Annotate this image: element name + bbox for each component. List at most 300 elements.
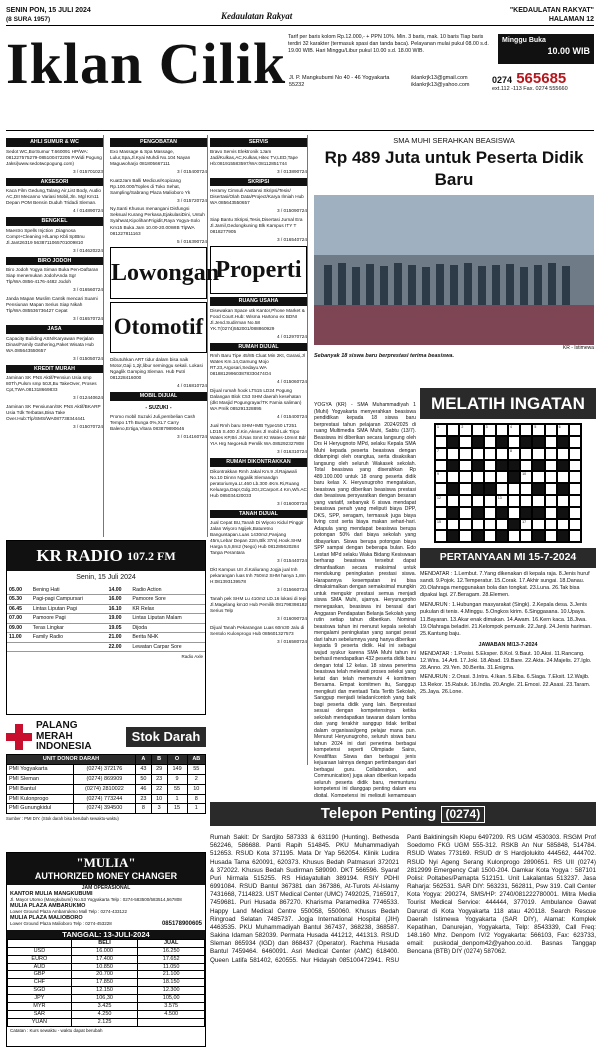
classified-ad: Dikontrakkan Rmh Jakal Km.9 Jl.Rajawali No.10 Dinnn Nggalik Slemandgn peratoriumya.Lt.460 Lb.300 4Km.Ri,Ruang Keluarga,Dapr,Gdg.2Gr,2Carport.4 Km,Wh.AC Hub 085034420033	[210, 468, 307, 498]
pmi-title-line-1: PALANG	[36, 720, 78, 732]
buy-rate: 20.700	[71, 971, 138, 979]
crossword-cell[interactable]	[508, 448, 520, 460]
clue-number: 3	[485, 425, 488, 430]
stock-count: 8	[136, 804, 152, 814]
program-time: 09.00	[7, 623, 31, 633]
crossword-cell[interactable]	[435, 448, 447, 460]
classified-column-2	[110, 135, 220, 537]
phone-number: 565685	[516, 70, 567, 87]
ad-code: 5 / 016390724	[177, 238, 207, 244]
crossword-cell[interactable]	[435, 519, 447, 531]
classified-ad: Ny.Santi Khusus menangani Disfungsi Seksual Kurang Perkasa,EjakulasiDini, Untuh Syahwat,KipolihanFrigidit,Raya Yogya-Solo Km15 Buka Jam 10.00-20.00WIB TlpWA 081227811163	[110, 206, 205, 236]
crossword-cell[interactable]	[545, 495, 557, 507]
stock-count: 50	[136, 774, 152, 784]
classified-column-1	[6, 135, 104, 537]
sunday-open-badge	[498, 34, 594, 64]
branch-2-name: MULIA PLAZA AMBARUKMO	[10, 902, 86, 909]
otomotif-banner: Otomotif	[110, 302, 207, 353]
newspaper-logo: Kedaulatan Rakyat	[221, 11, 293, 21]
buy-rate: 17.400	[71, 955, 138, 963]
crossword-black-cell	[496, 507, 508, 519]
crossword-cell[interactable]	[435, 436, 447, 448]
ad-code: 4 / 014890724	[73, 208, 103, 214]
crossword-cell[interactable]	[545, 460, 557, 472]
ad-rate-info: Tarif per baris kolom Rp.12.000,- + PPN 10%. Min. 3 baris, mak. 10 baris Tiap baris terdiri 32 karakter (termasuk spasi dan tanda baca). Pelayanan mulai pukul 08.00 s.d. 19.00 WIB. Hari Minggu/Libur pukul 10.00 s.d. 18.00 WIB.	[288, 34, 489, 55]
crossword-cell[interactable]	[459, 460, 471, 472]
issue-date: SENIN PON, 15 JULI 2024	[6, 7, 91, 14]
crossword-cell[interactable]	[459, 530, 471, 542]
crossword-cell[interactable]	[459, 483, 471, 495]
unit-column-header: UNIT DONOR DARAH	[7, 755, 136, 765]
crossword-cell[interactable]	[447, 495, 459, 507]
crossword-cell[interactable]	[545, 471, 557, 483]
stock-count: 1	[167, 794, 187, 804]
crossword-cell[interactable]	[447, 471, 459, 483]
classified-ad: Dijual rumah hook LT515 LD24 Pogung Dalangan Blok C53 SHM daerah kesehatan (dkt Masjid Pogungrayar/TK Famia saliman) WA Pmlk 085291328895	[210, 388, 302, 412]
radio-date: Senin, 15 Juli 2024	[76, 574, 136, 581]
pmi-title-line-3: INDONESIA	[36, 741, 92, 753]
buy-rate: 10.850	[71, 963, 138, 971]
ad-code: 3 / 016310724	[277, 449, 307, 455]
crossword-cell[interactable]	[484, 460, 496, 472]
crossword-cell[interactable]	[520, 519, 532, 531]
crossword-cell[interactable]	[520, 483, 532, 495]
crossword-cell[interactable]	[508, 424, 520, 436]
email-2[interactable]: iklankrjk13@yahoo.com	[411, 82, 470, 89]
branch-3-name: MULIA PLAZA MALIOBORO	[10, 914, 83, 921]
email-1[interactable]: iklankrjk13@gmail.com	[411, 75, 468, 81]
answers-title: JAWABAN MI13-7-2024	[478, 641, 538, 648]
crossword-cell[interactable]	[545, 424, 557, 436]
crossword-cell[interactable]	[435, 530, 447, 542]
blood-type-header: B	[151, 755, 167, 765]
crossword-cell[interactable]	[496, 448, 508, 460]
program-name: Berita NHK	[130, 633, 205, 643]
rate-row	[8, 1010, 205, 1018]
rate-column-header	[8, 939, 72, 947]
crossword-cell[interactable]	[484, 436, 496, 448]
stock-count: 55	[167, 784, 187, 794]
ad-code: 3 / 015701023	[73, 168, 103, 174]
blood-type-header: A	[136, 755, 152, 765]
crossword-black-cell	[496, 436, 508, 448]
crossword-cell[interactable]	[520, 460, 532, 472]
crossword-cell[interactable]	[496, 471, 508, 483]
clue-number: 5	[534, 425, 537, 430]
crossword-cell[interactable]	[459, 471, 471, 483]
stock-count: 10	[151, 794, 167, 804]
rate-row	[8, 995, 205, 1003]
stock-count: 149	[167, 764, 187, 774]
program-time: 19.05	[107, 623, 131, 633]
blood-type-header: O	[167, 755, 187, 765]
crossword-cell[interactable]	[569, 495, 581, 507]
category-header: SKRIPSI	[210, 178, 307, 187]
clue-number: 1	[437, 425, 439, 430]
crossword-cell[interactable]	[459, 436, 471, 448]
crossword-black-cell	[447, 436, 459, 448]
crossword-puzzle	[420, 388, 596, 554]
program-time: 06.45	[7, 604, 31, 614]
program-time	[7, 642, 31, 652]
classified-column-3	[210, 135, 308, 765]
clues-title: PERTANYAAN MI 15-7-2024	[420, 548, 596, 568]
clue-number: 12	[437, 496, 441, 501]
clue-number: 9	[437, 472, 439, 477]
crossword-cell[interactable]	[569, 424, 581, 436]
classified-ad: Dijual Tanah Pekarangan Luas 60m30 Jalu di Sentolo Kulonprogo Hub 085601327573	[210, 624, 305, 636]
radio-program-row	[7, 633, 205, 643]
crossword-cell[interactable]	[472, 424, 484, 436]
crossword-black-cell	[447, 530, 459, 542]
crossword-cell[interactable]	[520, 530, 532, 542]
crossword-cell[interactable]	[557, 471, 569, 483]
crossword-cell[interactable]	[459, 519, 471, 531]
ad-code: 3 / 016560724	[73, 287, 103, 293]
ad-code: 3 / 015400724	[177, 168, 207, 174]
branch-2-address: Lower Ground Plaza Ambarrukmo Mall Telp : 0274-433122	[10, 909, 127, 915]
crossword-cell[interactable]	[520, 424, 532, 436]
crossword-cell[interactable]	[459, 495, 471, 507]
crossword-cell[interactable]	[508, 530, 520, 542]
ad-code: 3 / 015660724	[277, 587, 307, 593]
stock-count: 2	[187, 774, 205, 784]
stock-count: 46	[136, 784, 152, 794]
crossword-cell[interactable]	[459, 507, 471, 519]
crossword-black-cell	[520, 436, 532, 448]
unit-name: PMI Bantul	[7, 784, 74, 794]
classified-ad: Sedot WC,BorSumur T.660091 HP/WA: 081227575279-085100472205 P.Widi Pogung Jaksi(www.sedotwcpogung.com)	[6, 148, 102, 166]
article-headline: Rp 489 Juta untuk Peserta Didik Baru	[324, 148, 584, 189]
category-header: MOBIL DIJUAL	[110, 392, 207, 401]
classified-ad: Jaminan SK Pensiunan/SK PNS Aktif/BKARP Usia Tdk Terbatas,Bisa Take Over.Hub:Tlp/SMS/WA087738344441	[6, 404, 101, 422]
radio-program-table	[7, 586, 205, 653]
crossword-cell[interactable]	[569, 471, 581, 483]
classified-ad: Jual Rmh baru SHM+IMB Type150 LT251 LD15 S.400 Jl.Kin,Akses Jl mobil Lok Tirpo Wates KP,Bri Jl.Nas Smrt Kt Wates-10mnt Bdr YIA Hrg NegoHub Pemlik WA.085292327808	[210, 423, 306, 447]
sell-rate: 17.652	[138, 955, 205, 963]
ad-code: 3 / 015090724	[277, 208, 307, 214]
category-header: PENGOBATAN	[110, 138, 207, 147]
crossword-cell[interactable]	[508, 436, 520, 448]
pmi-title-line-2: MERAH	[36, 730, 73, 742]
sell-rate: 21.100	[138, 971, 205, 979]
crossword-cell[interactable]	[557, 424, 569, 436]
program-name: Lintas Liputan Malam	[130, 614, 205, 624]
clue-number: 10	[522, 472, 527, 477]
currency-code: SGD	[8, 987, 72, 995]
branch-1-name: KANTOR MULIA MANGKUBUMI	[10, 890, 93, 897]
crossword-cell[interactable]	[484, 507, 496, 519]
crossword-cell[interactable]	[435, 424, 447, 436]
unit-name: PMI Yogyakarta	[7, 764, 74, 774]
crossword-cell[interactable]	[557, 448, 569, 460]
stock-count: 22	[151, 784, 167, 794]
clue-number: 15	[437, 519, 441, 524]
stock-count: 55	[187, 764, 205, 774]
blood-stock-row	[7, 784, 206, 794]
crossword-cell[interactable]	[435, 483, 447, 495]
crossword-cell[interactable]	[472, 519, 484, 531]
crossword-cell[interactable]	[472, 448, 484, 460]
article-body: YOGYA (KR) - SMA Muhammadiyah 1 (Muhi) Yogyakarta menyerahkan beasiswa pendidikan kepada 18 siswa baru berprestasi tahun pelajaran 2024/2025 di ruang Multimedia SMA Muhi, Sabtu (13/7). Beasiswa ini diberikan secara langsung oleh Drs H Heryugnoto MPd, selaku Kepala SMA Muhi kepada peserta beasiswa dengan didampingi oleh orangtua, serta disaksikan langsung oleh seluruh Wakasek sekolah. Total beasiswa yang diserahkan Rp 489.100.000 untuk 18 orang peserta didik baru kelas X. Heryunugroho mengatakan, beasiswa yang diberikan beasiswa prestasi dan beasiswa persyaratkan dengan besaran yang variatif, sebanyak 6 siswa mendapat beasiswa penuh yang meliputi biaya DPP, DKS, SPP, seragam, termasuk juga biaya living cost serta biaya makan sehari-hari. Adapula yang mendapat beasiswa berupa potongan 50% dari biaya sekolah yang dibayarkan. Siswa berupa potongan biaya SPP sampai dengan beberapa bulan. Edo Lestari MPd selaku Waka Bidang Kesiswaan berharap beasiswa tersebut dapat dimanfaatkan secara maksimal untuk mendukung peningkatan prestasi siswa. Harapannya kesempatan ini bisa dimaksimalkan dengan semaksimal mungkin untuk mengukir prestasi semua menjadi siswa SMA Muhi, ujarnya. Heryunugroho menegaskan, beasiswa ini berasal dari Anggaran Pendapatan Belanja Sekolah yang rutin setiap tahun diberikan. Nominal beasiswa tahun ini menurut kepala sekolah mengalami peningkatan yang sangat pesat dari tahun sebelumnya yang hanya diberikan kepada 9 peserta didik. Hal ini sebagai wujud syukur karena SMA Muhi tahun ini berhasil mendapatkan 432 peserta didik baru dengan total 12 kelas. 18 siswa penerima beasiswa telah melewati proses seleksi yang ketat dan telah memenuhi 4 komitmen Bersama. Empat komitmen itu, Sanggup mengikuti dan mentaati Tata Tertib Sekolah, Sanggup menjadi teladan/contoh yang baik bagi peserta didik yang lain. Berprestasi sesuai dengan kompetensinya ketika sekolah mendapatkan tawaran dalam lomba dan yang terakhir sanggup tidak terlibat dalam organisasi/geng pelajar mana pun. Menurut Heryunugroho, seluruh siswa baru tahun 2024 ini dari penerima berbagai kompetensi seperti Olimpiade Sains, Kreatifitas Siswa dan berbagai jenis kejuaraan lainnya dengan pertimbangan dari berbagai guru. Collaboration, and Communication) juga akan diberikan kepada seluruh peserta didik baru, memuntunu kompetensi ini dianggap penting dalam era digital. Kompetensi ini meliputi kemampuan	[314, 402, 416, 797]
unit-name: PMI Gunungkidul	[7, 804, 74, 814]
crossword-cell[interactable]	[496, 424, 508, 436]
crossword-cell[interactable]	[545, 448, 557, 460]
stock-count: 3	[151, 804, 167, 814]
crossword-cell[interactable]	[508, 483, 520, 495]
operating-hours-label: JAM OPERASIONAL	[81, 884, 131, 891]
crossword-cell[interactable]	[459, 448, 471, 460]
ad-code: 4 / 012970724	[277, 333, 307, 339]
ad-code: 4 / 015400724	[277, 414, 307, 420]
program-time: 22.00	[107, 642, 131, 652]
clue-number: 6	[558, 425, 561, 430]
classified-ad: Rmh Baru Tipe 45/85 Cluat Min 2Kt, Garasi,Jl Wates Km.14,Gamung Mojo RT.23,Argosari,Sedayu.WA 081881299603878330474O4	[210, 353, 305, 377]
ad-code: 3 / 013890724	[277, 168, 307, 174]
currency-code: EURO	[8, 955, 72, 963]
rate-footnote: Catatan : Kurs sewaktu - waktu dapat berubah	[10, 1027, 103, 1033]
crossword-cell[interactable]	[508, 495, 520, 507]
radio-program-row	[7, 595, 205, 605]
stock-count: 23	[136, 794, 152, 804]
crossword-black-cell	[508, 471, 520, 483]
crossword-cell[interactable]	[508, 507, 520, 519]
blood-stock-row	[7, 794, 206, 804]
program-name: Pamoore Pagi	[31, 614, 107, 624]
crossword-cell[interactable]	[484, 495, 496, 507]
classified-ad: Dibutuhkan ART tidur dalam bisa naik Motor,Gaji 1,2jt,libur seminggu sekali. Lokasi Ngaglik Gamping Sleman. Hub Putri 081228416000	[110, 357, 203, 381]
unit-phone: (0274) 773244	[73, 794, 135, 804]
crossword-cell[interactable]	[484, 448, 496, 460]
ad-code: 3 / 016540724	[277, 237, 307, 243]
crossword-cell[interactable]	[472, 471, 484, 483]
crossword-cell[interactable]	[484, 519, 496, 531]
sell-rate: 105,00	[138, 995, 205, 1003]
crossword-cell[interactable]	[472, 495, 484, 507]
crossword-cell[interactable]	[496, 495, 508, 507]
crossword-cell[interactable]	[532, 495, 544, 507]
crossword-black-cell	[472, 530, 484, 542]
crossword-black-cell	[532, 436, 544, 448]
buy-rate: 2.125	[71, 1018, 138, 1026]
exchange-rate-table	[7, 939, 205, 1027]
office-address: Jl. P. Mangkubumi No 40 - 46 Yogyakarta 55232	[289, 75, 390, 89]
crossword-cell[interactable]	[484, 424, 496, 436]
rate-row	[8, 979, 205, 987]
rate-column-header: JUAL	[138, 939, 205, 947]
classified-ad: Disewakan Space utk Kantor,Phone Market & Food Court.Hub: Wisma Hartono ex BDNI Jl.Jend.Sudirman No.58 YK.T(0274)552001/088860929	[210, 307, 305, 331]
program-time: 05.30	[7, 595, 31, 605]
program-time: 19.00	[107, 614, 131, 624]
properti-banner: Properti	[210, 246, 307, 294]
important-phones-list: Rumah Sakit: Dr Sardjito 587333 & 631190 (Hunting). Bethesda 562246, 586688. Panti Rapih 514845. PKU Muhammadiyah 512653. RSUD Kota 371195. Mata Dr Yap 562054. Klinik Ludira Husada Tama 620091, 620373. Khusus Bedah Patmasuri 372021 & 372022. Khusus Bedah Sudirman 589090. DKT 566596. Syaraf Puri Nirmala 515255. RS Hidayatullah 389194. RSIY PDHI 6991084. RSUD Bantul 367381 dan 367386, At-Turots Al-Islamy 7431668, 7114823. UST Medical Center (UMC) 7492025, 7165917, 7459681. Puri Husada 867270. Kharisma Paramedika 7746533. Happy Land Medical Centre 550058, 550060. Khusus Bedah Ringroad Selatan 7485737. Jogja International Hospital (JIH) 4463535. PKU Muhammadiyah Bantul 367437, 368238, 368587. Sakina Idaman 582039. Permata Husada 441212, 441313. RSUD Sleman 865934 (IGD) dan 868437 (Operator). Rachma Husada Bantul 7459464. 6460091. Asri Medical Center (AMC) 618400. Queen Latifa 581402, 620555. Nur Hidayah 085100472941. RSU Panti Baktiningsih Klepu 6497209. RS UGM 4530303. RSGM Prof Soedomo FKG UGM 555-312. RSKB An Nur 585848, 514784. RSUD Wates 773169. RSUD dr S Hardjolukito 444562, 444702. RSUD Nyi Ageng Serang Kulonprogo 2890651. RS UII (0274) 2812999 Emergency Call 1500-204. Damkar Kota Yogya : 587101 Polisi: Poltabes/Pamapta 512151. Unit Lakalantas 513237. Jasa Raharja: 562531. SAR DIY: 563231, 562811, Psw 319. Call Center Kota Yogya: 290274, SMS/HP: 2740/081222780001. Mitra Media Tourist Medical Service: 444444, 377019. Ambulance Gawat Darurat di Kota Yogyakarta 118 atau 420118. Search Rescue Daerah Istimewa Yogyakarta (SAR DIY), Alamat: Komplek Kepatihan, Danurejan, Yogyakarta, Telp: 8543339, Call Freq: 148.160 Mhz. Denpom IV/2 Yogyakarta: 566103, Fax: 623733, email: puskodal_denpom42@yahoo.co.id. Basnas Tanggap Bencana (BTB) DIY (0274) 587062.	[210, 834, 596, 964]
ad-code: 3 / 015070724	[73, 424, 103, 430]
currency-code: GBP	[8, 971, 72, 979]
crossword-cell[interactable]	[545, 436, 557, 448]
crossword-cell[interactable]	[569, 530, 581, 542]
crossword-black-cell	[472, 460, 484, 472]
crossword-black-cell	[496, 460, 508, 472]
classified-ad: Kuat2Jam Balli Medicus/Kopicang Rp.100.000/Toples di Toko Sehat, Sampling/Sabrang Plaza Malioboro Yk	[110, 177, 191, 195]
category-header: SERVIS	[210, 138, 307, 147]
crossword-cell[interactable]	[532, 424, 544, 436]
blood-stock-header-row	[7, 755, 206, 765]
category-header: AKSESORI	[6, 178, 103, 187]
crossword-cell[interactable]	[569, 448, 581, 460]
pmi-source-note: Sumber : PMI DIY. (Stok darah bisa berubah sewaktu-waktu)	[6, 816, 119, 822]
clue-number: 17	[522, 519, 527, 524]
radio-frequency: 107.2 FM	[127, 548, 176, 563]
crossword-black-cell	[508, 460, 520, 472]
crossword-cell[interactable]	[447, 448, 459, 460]
crossword-black-cell	[557, 460, 569, 472]
currency-code: MYR	[8, 1002, 72, 1010]
program-time: 11.00	[7, 633, 31, 643]
crossword-black-cell	[472, 507, 484, 519]
unit-name: PMI Sleman	[7, 774, 74, 784]
stock-count: 1	[187, 804, 205, 814]
unit-phone: (0274) 869909	[73, 774, 135, 784]
crossword-cell[interactable]	[545, 519, 557, 531]
students-photo-graphic	[314, 195, 594, 345]
crossword-cell[interactable]	[557, 519, 569, 531]
crossword-cell[interactable]	[569, 483, 581, 495]
crossword-cell[interactable]	[459, 424, 471, 436]
crossword-black-cell	[472, 483, 484, 495]
category-header: BIRO JODOH	[6, 257, 103, 266]
radio-name: KR RADIO	[36, 546, 123, 566]
stock-count: 23	[151, 774, 167, 784]
important-phones-header	[210, 802, 596, 826]
sunday-open-time: 10.00 WIB	[547, 45, 590, 56]
classified-ad: Jual Cepat BU,Tanah Di Wiyoro Kidul Pinggir Jalan Wiyoro Ngijek,Baturetno Banguntapan.Luas 1430m2,Panjang 45m,Lebar Depan 22m,Blk 37m|.Hook.SHM Harga 5,5,8m2 (Nego) Hub 081285620284 Tanpa Perantara	[210, 520, 304, 556]
ad-code: 4 / 016810724	[177, 383, 207, 389]
program-name	[31, 642, 107, 652]
crossword-cell[interactable]	[496, 519, 508, 531]
crossword-cell[interactable]	[557, 495, 569, 507]
crossword-black-cell	[557, 483, 569, 495]
crossword-cell[interactable]	[447, 519, 459, 531]
program-name: Teras Lingkar	[31, 623, 107, 633]
sell-rate	[138, 1018, 205, 1026]
news-article	[314, 136, 594, 394]
crossword-black-cell	[447, 507, 459, 519]
contact-emails	[411, 75, 469, 89]
crossword-black-cell	[532, 483, 544, 495]
program-time: 05.00	[7, 586, 31, 595]
crossword-cell[interactable]	[569, 436, 581, 448]
crossword-cell[interactable]	[569, 507, 581, 519]
stock-count: 9	[167, 774, 187, 784]
rate-header-row	[8, 939, 205, 947]
phone-area-code: 0274	[492, 75, 513, 85]
crossword-cell[interactable]	[447, 424, 459, 436]
program-name: Bening Hati	[31, 586, 107, 595]
crossword-title: MELATIH INGATAN	[420, 388, 596, 419]
unit-phone: (0274) 394500	[73, 804, 135, 814]
crossword-cell[interactable]	[484, 471, 496, 483]
newspaper-name: "KEDAULATAN RAKYAT"	[509, 7, 594, 14]
crossword-cell[interactable]	[532, 448, 544, 460]
clue-number: 8	[510, 448, 512, 453]
crossword-cell[interactable]	[435, 460, 447, 472]
crossword-cell[interactable]	[545, 507, 557, 519]
program-name: Family Radio	[31, 633, 107, 643]
lowongan-banner: Lowongan	[110, 247, 207, 299]
program-name: Dijoda	[130, 623, 205, 633]
program-time: 07.00	[7, 614, 31, 624]
crossword-cell[interactable]	[520, 495, 532, 507]
crossword-cell[interactable]	[532, 519, 544, 531]
important-phones-code: (0274)	[441, 806, 486, 823]
clue-number: 4	[510, 425, 512, 430]
branch-1-address: Jl. Mayor Utomo (Mangkubumi) No.53 Yogyakarta Telp : 0274-583500/583514,567808	[10, 897, 182, 903]
crossword-cell[interactable]	[520, 471, 532, 483]
program-time: 16.00	[107, 595, 131, 605]
mulia-money-changer	[6, 852, 206, 1047]
crossword-cell[interactable]	[435, 507, 447, 519]
crossword-cell[interactable]	[569, 519, 581, 531]
crossword-cell[interactable]	[532, 471, 544, 483]
category-header: AHLI SUMUR & WC	[6, 138, 103, 147]
radio-program-row	[7, 642, 205, 652]
sell-rate: 12.300	[138, 987, 205, 995]
category-header: TANAH DIJUAL	[210, 510, 307, 519]
sell-rate: 18.150	[138, 979, 205, 987]
branch-3-address: Lower Ground Plaza Malioboro Telp : 0274-453228	[10, 921, 112, 927]
rate-row	[8, 947, 205, 955]
clue-number: 13	[497, 496, 502, 501]
crossword-cell[interactable]	[435, 471, 447, 483]
classified-ad: Kaca Film Gedung,Talang Air,List Body, Audio AC,DII Mecanno Variasi Mobil,Jln. Mgl Km11 Depan POM Bensin Duduh Tridadi Sleman.	[6, 188, 102, 206]
blood-type-header: AB	[187, 755, 205, 765]
crossword-cell[interactable]	[545, 483, 557, 495]
program-time: 21.00	[107, 633, 131, 643]
unit-name: PMI Kulonprogo	[7, 794, 74, 804]
crossword-grid[interactable]	[434, 423, 582, 543]
ad-code: 3 / 015050724	[73, 355, 103, 361]
crossword-cell[interactable]	[435, 495, 447, 507]
ad-code: 3 / 015720724	[177, 197, 207, 203]
rate-row	[8, 987, 205, 995]
clue-number: 7	[437, 448, 439, 453]
crossword-black-cell	[532, 507, 544, 519]
currency-code: CHF	[8, 979, 72, 987]
category-header: JASA	[6, 325, 103, 334]
crossword-cell[interactable]	[545, 530, 557, 542]
buy-rate: 4.250	[71, 1010, 138, 1018]
program-name: Radio Action	[130, 586, 205, 595]
crossword-cell[interactable]	[569, 460, 581, 472]
sell-rate: 4.500	[138, 1010, 205, 1018]
program-name: KR Relax	[130, 604, 205, 614]
blood-stock-row	[7, 774, 206, 784]
program-time: 14.00	[107, 586, 131, 595]
crossword-cell[interactable]	[484, 530, 496, 542]
category-header: RUMAH DIJUAL	[210, 343, 307, 352]
rate-date: TANGGAL: 13-JULI-2024	[7, 930, 205, 939]
crossword-cell[interactable]	[496, 483, 508, 495]
whatsapp-number[interactable]: 085178900605	[161, 921, 202, 928]
rate-column-header: BELI	[71, 939, 138, 947]
sell-rate: 16.250	[138, 947, 205, 955]
rate-row	[8, 963, 205, 971]
radio-header	[7, 541, 205, 571]
classified-ad: Siap Bantu Skripsi,Tesis,Disertasi Jurnal Era Jl.Jamil,Gedongkuning Blk Kampus ITY T 0818277905	[210, 217, 303, 235]
classified-ad: Tanah pek SHM Lu 410m2 LD.16 lokasi di tepi Jl.Magelang km10 Hub Pemilik 081798398182 Serius Telp	[210, 596, 307, 614]
stock-count: 10	[187, 784, 205, 794]
crossword-cell[interactable]	[520, 448, 532, 460]
